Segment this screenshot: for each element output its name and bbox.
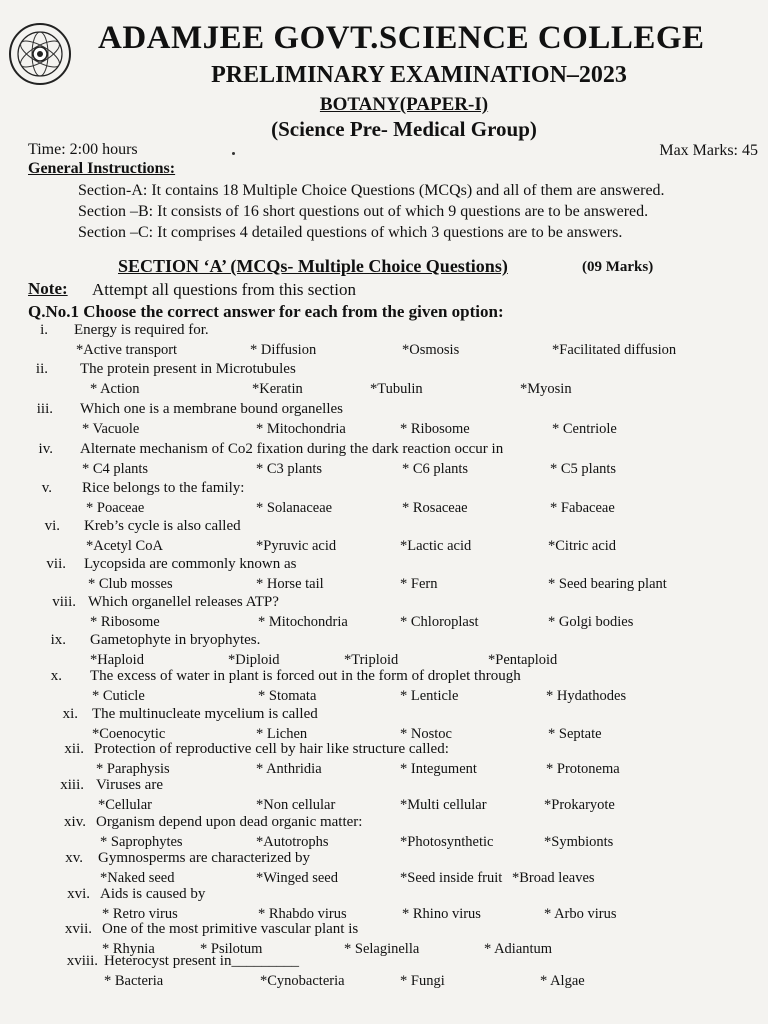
question-text: Organism depend upon dead organic matter: bbox=[96, 814, 363, 830]
answer-option: *Myosin bbox=[520, 381, 572, 397]
instruction-line: Section –C: It comprises 4 detailed questions of which 3 questions are to be answers. bbox=[78, 224, 623, 241]
question-number: viii. bbox=[52, 594, 76, 610]
question-text: One of the most primitive vascular plant is bbox=[102, 921, 359, 937]
question-text: Kreb’s cycle is also called bbox=[84, 518, 241, 534]
note-label: Note: bbox=[28, 279, 68, 298]
instruction-line: Section –B: It consists of 16 short questions out of which 9 questions are to be answered. bbox=[78, 203, 649, 220]
question-number: x. bbox=[50, 668, 62, 684]
answer-option: *Photosynthetic bbox=[400, 834, 494, 850]
question-number: xi. bbox=[62, 706, 78, 722]
note-text: Attempt all questions from this section bbox=[92, 280, 356, 299]
answer-option: * Selaginella bbox=[344, 941, 420, 957]
answer-option: * Anthridia bbox=[256, 761, 322, 777]
answer-option: * Fungi bbox=[400, 973, 445, 989]
answer-option: * Club mosses bbox=[88, 576, 173, 592]
question-number: vii. bbox=[46, 556, 66, 572]
subject-title: BOTANY(PAPER-I) bbox=[319, 94, 489, 115]
question-number: xiii. bbox=[60, 777, 84, 793]
question-number: iii. bbox=[36, 401, 53, 417]
answer-option: * Psilotum bbox=[200, 941, 263, 957]
answer-option: *Cynobacteria bbox=[260, 973, 345, 989]
answer-option: * Fabaceae bbox=[550, 500, 615, 516]
answer-option: *Seed inside fruit bbox=[400, 870, 503, 886]
answer-option: *Winged seed bbox=[256, 870, 338, 886]
answer-option: *Symbionts bbox=[544, 834, 614, 850]
answer-option: * Integument bbox=[400, 761, 477, 777]
answer-option: *Facilitated diffusion bbox=[552, 342, 677, 358]
answer-option: * C3 plants bbox=[256, 461, 323, 477]
college-name: ADAMJEE GOVT.SCIENCE COLLEGE bbox=[98, 20, 705, 56]
question-number: i. bbox=[40, 322, 48, 338]
answer-option: *Tubulin bbox=[370, 381, 423, 397]
max-marks: Max Marks: 45 bbox=[659, 142, 758, 159]
section-a-marks: (09 Marks) bbox=[582, 259, 654, 275]
answer-option: * Saprophytes bbox=[100, 834, 183, 850]
answer-option: * Fern bbox=[400, 576, 438, 592]
answer-option: * Rhabdo virus bbox=[258, 906, 347, 922]
answer-option: *Autotrophs bbox=[256, 834, 329, 850]
answer-option: *Coenocytic bbox=[92, 726, 166, 742]
answer-option: *Active transport bbox=[76, 342, 178, 358]
answer-option: *Pyruvic acid bbox=[256, 538, 337, 554]
question-text: Alternate mechanism of Co2 fixation during the dark reaction occur in bbox=[80, 441, 504, 457]
answer-option: *Haploid bbox=[90, 652, 144, 668]
answer-option: * Chloroplast bbox=[400, 614, 479, 630]
answer-option: *Citric acid bbox=[548, 538, 617, 554]
answer-option: *Triploid bbox=[344, 652, 399, 668]
question-heading: Q.No.1 Choose the correct answer for each from the given option: bbox=[28, 302, 504, 321]
question-number: xvii. bbox=[64, 921, 92, 937]
answer-option: * Protonema bbox=[546, 761, 620, 777]
question-text: Heterocyst present in_________ bbox=[104, 953, 299, 969]
answer-option: * Diffusion bbox=[250, 342, 317, 358]
answer-option: * Arbo virus bbox=[544, 906, 617, 922]
answer-option: * Mitochondria bbox=[256, 421, 346, 437]
answer-option: *Naked seed bbox=[100, 870, 175, 886]
question-number: xv. bbox=[65, 850, 83, 866]
answer-option: *Osmosis bbox=[402, 342, 460, 358]
question-number: xii. bbox=[64, 741, 84, 757]
answer-option: * Cuticle bbox=[92, 688, 145, 704]
answer-option: * Septate bbox=[548, 726, 602, 742]
answer-option: * Mitochondria bbox=[258, 614, 348, 630]
question-number: xvi. bbox=[67, 886, 90, 902]
answer-option: * Rhynia bbox=[102, 941, 155, 957]
question-text: Lycopsida are commonly known as bbox=[84, 556, 297, 572]
answer-option: * Hydathodes bbox=[546, 688, 627, 704]
question-number: ix. bbox=[50, 632, 66, 648]
answer-option: *Diploid bbox=[228, 652, 280, 668]
answer-option: *Pentaploid bbox=[488, 652, 558, 668]
answer-option: * Nostoc bbox=[400, 726, 452, 742]
time-allowed: Time: 2:00 hours bbox=[28, 141, 138, 158]
question-number: vi. bbox=[44, 518, 60, 534]
answer-option: * C6 plants bbox=[402, 461, 469, 477]
answer-option: *Prokaryote bbox=[544, 797, 615, 813]
question-text: Viruses are bbox=[96, 777, 163, 793]
answer-option: * Lenticle bbox=[400, 688, 459, 704]
answer-option: *Acetyl CoA bbox=[86, 538, 163, 554]
answer-option: * C5 plants bbox=[550, 461, 617, 477]
question-number: ii. bbox=[35, 361, 48, 377]
speck bbox=[232, 152, 235, 155]
answer-option: * Paraphysis bbox=[96, 761, 170, 777]
answer-option: * Stomata bbox=[258, 688, 317, 704]
answer-option: * Golgi bodies bbox=[548, 614, 634, 630]
question-text: Energy is required for. bbox=[74, 322, 209, 338]
general-instructions-title: General Instructions: bbox=[28, 160, 176, 177]
question-number: iv. bbox=[38, 441, 53, 457]
answer-option: *Keratin bbox=[252, 381, 303, 397]
question-text: Which one is a membrane bound organelles bbox=[80, 401, 343, 417]
instruction-line: Section-A: It contains 18 Multiple Choice Questions (MCQs) and all of them are answered. bbox=[78, 182, 665, 199]
answer-option: * C4 plants bbox=[82, 461, 149, 477]
answer-option: * Rosaceae bbox=[402, 500, 468, 516]
answer-option: * Vacuole bbox=[82, 421, 140, 437]
answer-option: * Retro virus bbox=[102, 906, 178, 922]
answer-option: *Broad leaves bbox=[512, 870, 595, 886]
question-text: Gymnosperms are characterized by bbox=[98, 850, 310, 866]
question-number: xiv. bbox=[64, 814, 86, 830]
answer-option: * Lichen bbox=[256, 726, 308, 742]
question-text: Rice belongs to the family: bbox=[82, 480, 245, 496]
answer-option: * Ribosome bbox=[90, 614, 160, 630]
answer-option: * Adiantum bbox=[484, 941, 553, 957]
section-a-title: SECTION ‘A’ (MCQs- Multiple Choice Questions) bbox=[118, 256, 508, 276]
question-text: The multinucleate mycelium is called bbox=[92, 706, 318, 722]
answer-option: *Lactic acid bbox=[400, 538, 472, 554]
question-number: v. bbox=[41, 480, 52, 496]
question-number: xviii. bbox=[66, 953, 98, 969]
exam-title: PRELIMINARY EXAMINATION–2023 bbox=[211, 62, 627, 88]
group-title: (Science Pre- Medical Group) bbox=[271, 117, 537, 141]
answer-option: * Bacteria bbox=[104, 973, 164, 989]
answer-option: * Poaceae bbox=[86, 500, 145, 516]
answer-option: * Ribosome bbox=[400, 421, 470, 437]
answer-option: * Algae bbox=[540, 973, 585, 989]
answer-option: * Seed bearing plant bbox=[548, 576, 667, 592]
answer-option: * Action bbox=[90, 381, 140, 397]
answer-option: *Non cellular bbox=[256, 797, 336, 813]
question-text: The excess of water in plant is forced out in the form of droplet through bbox=[90, 668, 521, 684]
answer-option: *Multi cellular bbox=[400, 797, 487, 813]
answer-option: *Cellular bbox=[98, 797, 152, 813]
answer-option: * Solanaceae bbox=[256, 500, 333, 516]
question-text: Which organellel releases ATP? bbox=[88, 594, 279, 610]
answer-option: * Rhino virus bbox=[402, 906, 481, 922]
question-text: Aids is caused by bbox=[100, 886, 206, 902]
question-text: Protection of reproductive cell by hair like structure called: bbox=[94, 741, 449, 757]
answer-option: * Horse tail bbox=[256, 576, 324, 592]
question-text: The protein present in Microtubules bbox=[80, 361, 296, 377]
answer-option: * Centriole bbox=[552, 421, 617, 437]
question-text: Gametophyte in bryophytes. bbox=[90, 632, 261, 648]
